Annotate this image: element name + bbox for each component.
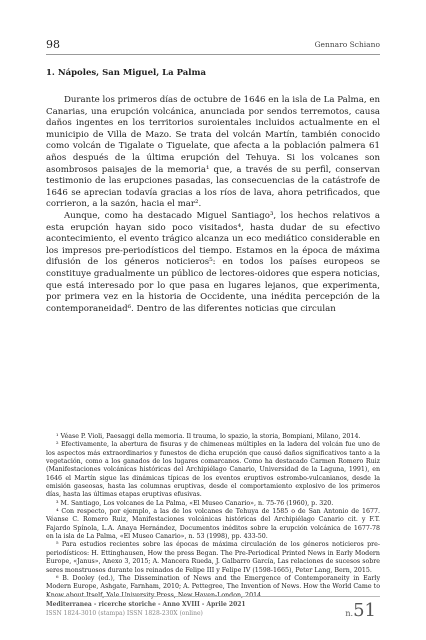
issue-value: 51 xyxy=(353,600,376,621)
journal-title: Mediterranea - ricerche storiche - Anno XVIII - Aprile 2021 xyxy=(46,601,246,608)
footer-divider xyxy=(46,596,380,597)
footnotes xyxy=(46,433,380,600)
paragraph: Aunque, como ha destacado Miguel Santiago³, los hechos relativos a esta erupción hayan sido poco visitados⁴, hasta dudar de su efectivo acontecimiento, el evento trágico alcanza un eco mediático considerable en los impresos pre-periodísticos del tiempo. Estamos en la época de máxima difusión de los géneros noticieros⁵: en todos los países europeos se constituye gradualmente un público de lectores-oidores que espera noticias, que está interesado por lo que pasa en lugares lejanos, que experimenta, por primera vez en la historia de Occidente, una inédita percepción de la contemporaneidad⁶. Dentro de las diferentes noticias que circulan xyxy=(46,210,380,314)
footnote: ⁵ Para estudios recientes sobre las épocas de máxima circulación de los géneros noticieros pre-periodísticos: H. Ettinghausen, How the press Began. The Pre-Periodical Printed News in Early Modern Europe, «Janus», Anexo 3, 2015; A. Mancera Rueda, J. Galbarro García, Las relaciones de sucesos sobre seres monstruosos durante los reinados de Felipe III y Felipe IV (1598-1665), Peter Lang, Bern, 2015. xyxy=(46,541,380,574)
body-text xyxy=(46,95,380,315)
section-title: 1. Nápoles, San Miguel, La Palma xyxy=(46,68,207,78)
running-author: Gennaro Schiano xyxy=(314,40,380,49)
issue-number xyxy=(345,600,376,621)
header-divider xyxy=(46,54,380,55)
issn: ISSN 1824-3010 (stampa) ISSN 1828-230X (online) xyxy=(46,610,203,617)
paragraph: Durante los primeros días de octubre de 1646 en la isla de La Palma, en Canarias, una erupción volcánica, anunciada por sendos terremotos, causa daños ingentes en los territorios suroientales incluidos actualmente en el municipio de Villa de Mazo. Se trata del volcán Martín, también conocido como volcán de Tigalate o Tiguelate, que afecta a la población palmera 61 años después de la última erupción del Tehuya. Si los volcanes son asombrosos paisajes de la memoria¹ que, a través de su perfil, conservan testimonio de las erupciones pasadas, las consecuencias de la catástrofe de 1646 se aprecian todavía gracias a los ríos de lava, ahora petrificados, que corrieron, a la sazón, hacia el mar². xyxy=(46,95,380,210)
footnote: ² Efectivamente, la abertura de fisuras y de chimeneas múltiples en la ladera del volcán fue uno de los aspectos más extraordinarios y funestos de dicha erupción que causó daños significativos tanto a la vegetación, como a los ganados de los lugares comarcanos. Como ha destacado Carmen Romero Ruiz (Manifestaciones volcánicas históricas del Archipiélago Canario, Universidad de la Laguna, 1991), en 1646 el Martín sigue las dinámicas típicas de los eventos eruptivos estrombo-vulcanianos, desde la emisión gaseosas, hasta las columnas eruptivas, desde el comportamiento explosivo de los primeros días, hasta las últimas etapas eruptivas efusivas. xyxy=(46,441,380,499)
footnote: ⁴ Con respecto, por ejemplo, a las de los volcanes de Tehuya de 1585 o de San Antonio de 1677. Véanse C. Romero Ruiz, Manifestaciones volcánicas históricas del Archipiélago Canario cit. y F.T. Fajardo Spínola, L.A. Anaya Hernández, Documentos inéditos sobre la erupción volcánica de 1677-78 en la isla de La Palma, «El Museo Canario», n. 53 (1998), pp. 433-50. xyxy=(46,508,380,541)
footnote: ¹ Véase P. Violi, Paesaggi della memoria. Il trauma, lo spazio, la storia, Bompiani, Milano, 2014. xyxy=(56,433,361,440)
page-number: 98 xyxy=(46,38,60,51)
running-header xyxy=(46,38,380,52)
journal-footer xyxy=(46,600,246,618)
footnote: ³ M. Santiago, Los volcanes de La Palma, «El Museo Canario», n. 75-76 (1960), p. 320. xyxy=(56,499,334,507)
footnote: ⁶ B. Dooley (ed.), The Dissemination of News and the Emergence of Contemporaneity in Early Modern Europe, Ashgate, Farnham, 2010; A. Pettegree, The Invention of News. How the World Came to Know about Itself, Yale University Press, New Haven-London, 2014. xyxy=(46,574,380,599)
issue-prefix: n. xyxy=(345,609,354,618)
